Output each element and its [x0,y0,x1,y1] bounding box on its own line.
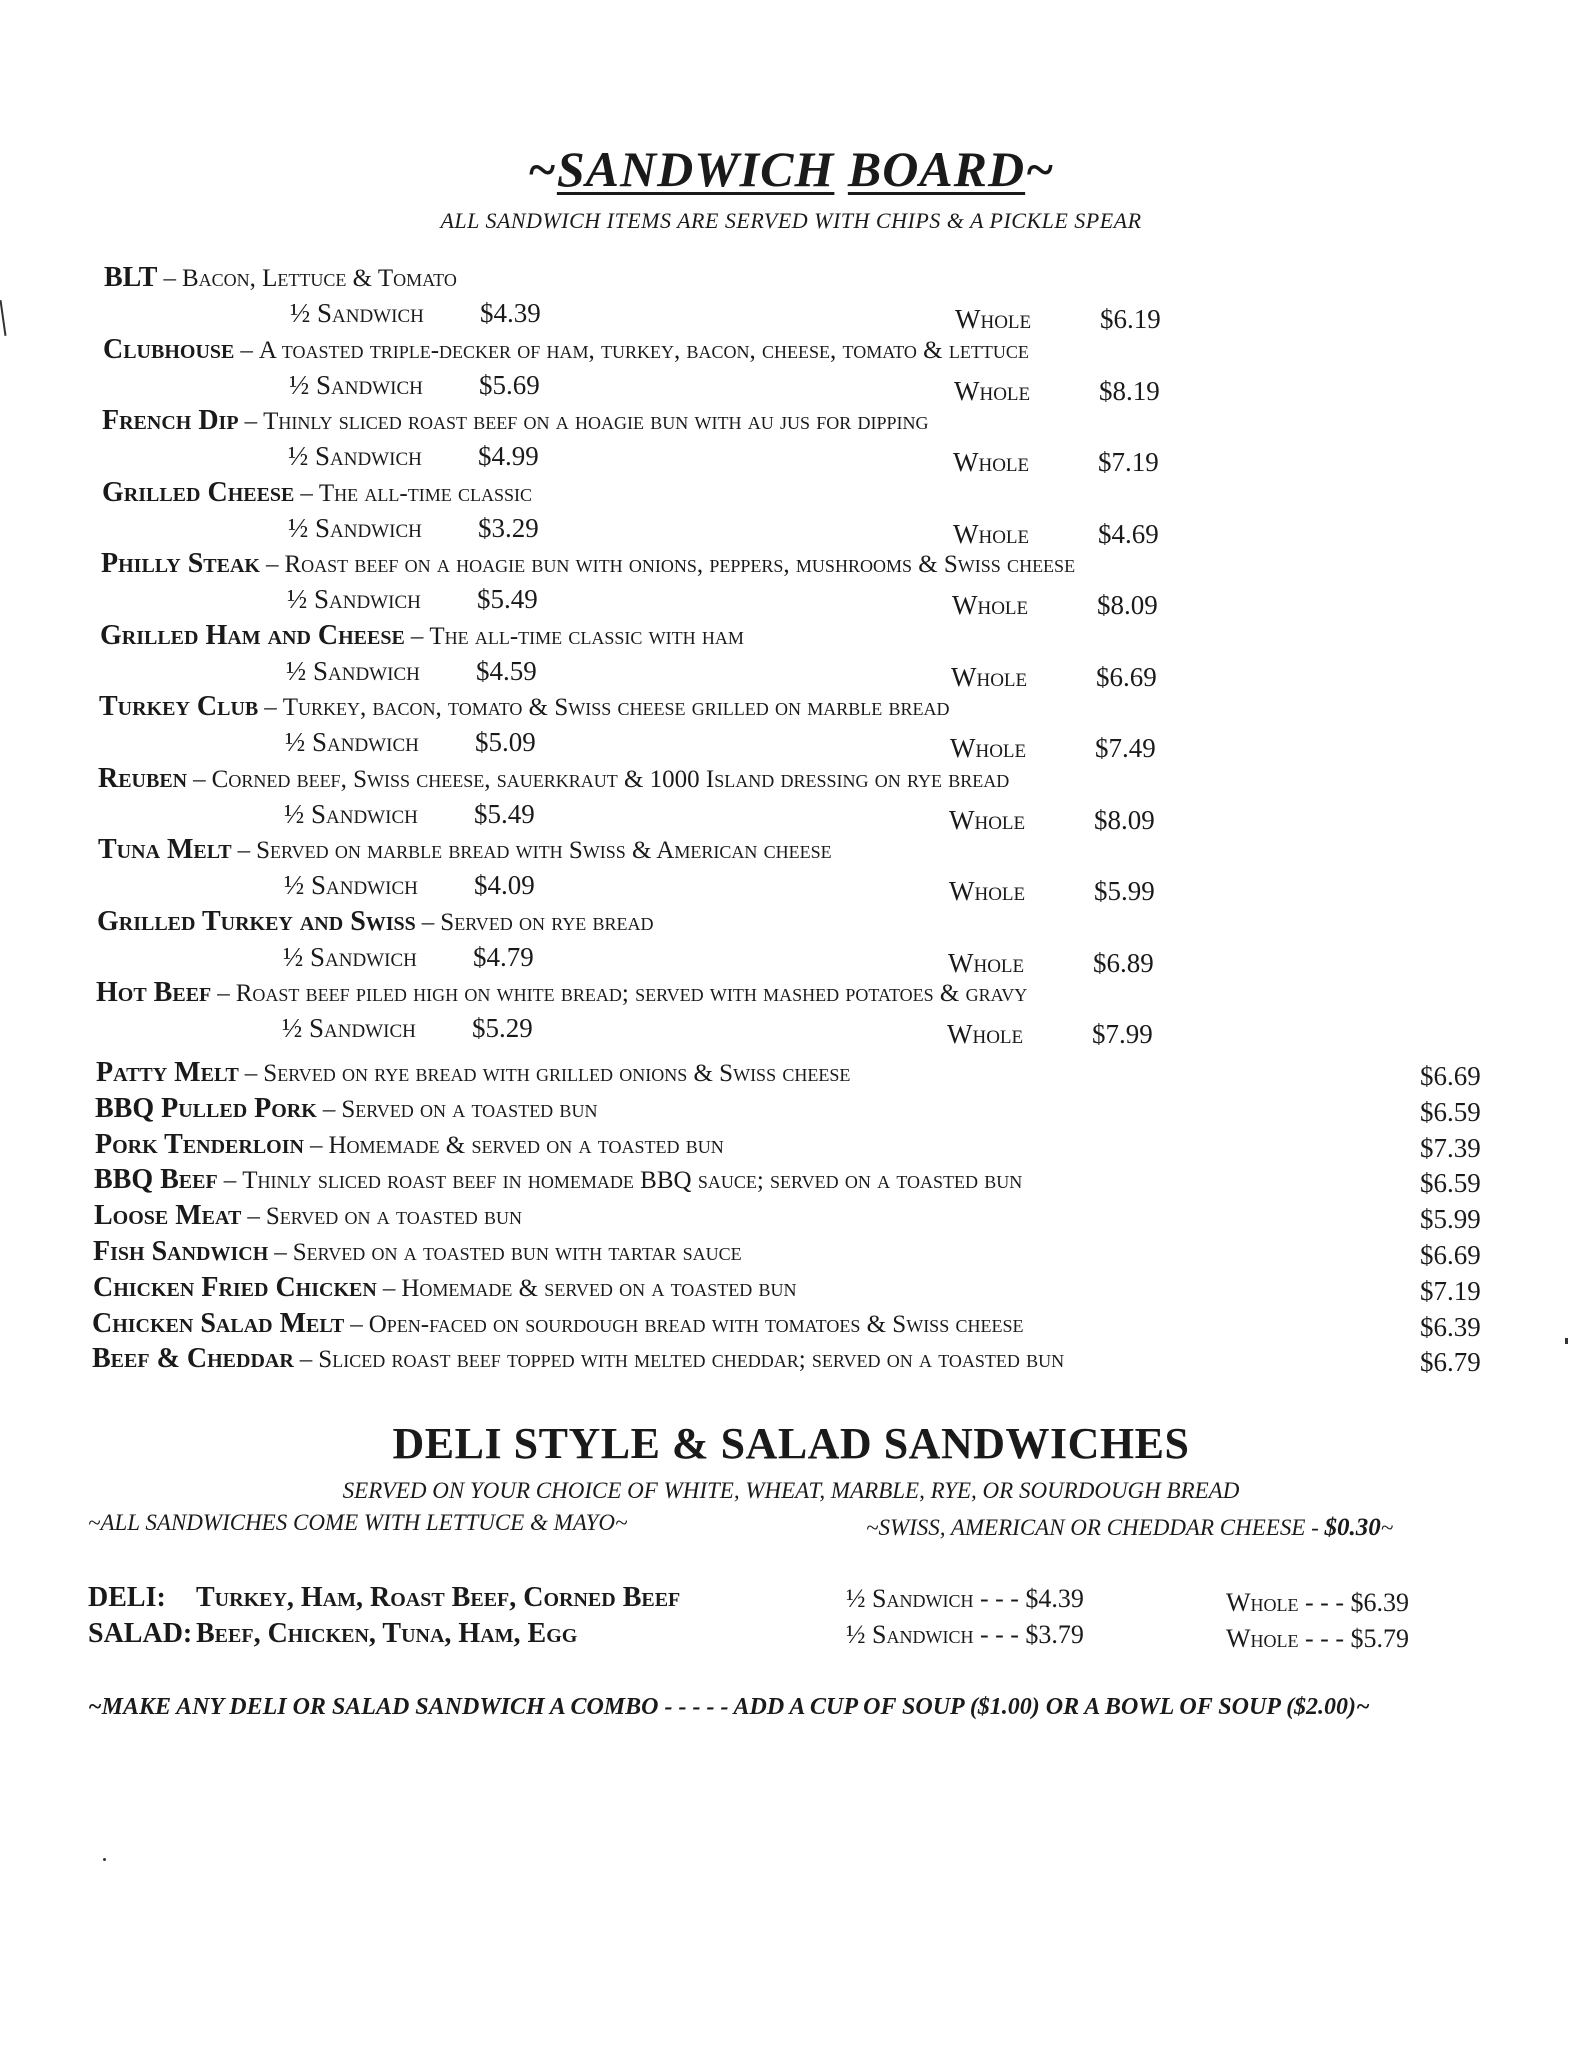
item-name: Grilled Ham and Cheese [100,619,405,651]
deli-cheese-end: ~ [1380,1515,1394,1540]
menu-item [0,906,1582,978]
whole-price-line [950,733,1156,764]
half-sandwich-label: ½ Sandwich [288,512,422,543]
item-name-line [99,691,949,723]
item-name: Chicken Salad Melt [92,1307,345,1339]
item-price: $6.69 [1420,1061,1481,1091]
item-dash: – [309,1131,323,1159]
item-name-line [92,1343,1064,1375]
item-name: Reuben [98,762,188,794]
half-sandwich-price: $5.69 [479,369,540,400]
item-dash: – [410,622,424,650]
half-sandwich-label: ½ Sandwich - - - [846,1584,1026,1613]
menu-title [0,140,1582,198]
item-name: Hot Beef [96,977,212,1008]
item-description: Homemade & served on a toasted bun [401,1274,797,1302]
half-sandwich-price-line [284,870,535,901]
deli-cheese-text: ~SWISS, AMERICAN OR CHEDDAR CHEESE - [866,1515,1325,1540]
deli-options: Turkey, Ham, Roast Beef, Corned Beef [196,1582,681,1613]
half-sandwich-price-line [282,1013,533,1044]
whole-label: Whole [952,590,1029,620]
item-description: Sliced roast beef topped with melted cheddar; served on a toasted bun [318,1346,1065,1374]
half-sandwich-price-line [285,727,536,758]
half-sandwich-label: ½ Sandwich [284,870,418,900]
item-name: Clubhouse [103,333,235,365]
item-price: $7.39 [1420,1132,1481,1163]
deli-row-label [88,1618,577,1650]
half-sandwich-label: ½ Sandwich [287,584,421,614]
item-price: $6.39 [1420,1311,1481,1342]
half-sandwich-price: $5.09 [475,727,536,757]
whole-price: $6.89 [1093,947,1154,978]
whole-price: $4.69 [1098,518,1159,549]
item-dash: – [237,837,251,864]
whole-label: Whole - - - [1226,1624,1351,1653]
whole-price-line [953,519,1159,550]
whole-price: $6.39 [1350,1588,1410,1617]
whole-label: Whole [949,804,1026,835]
whole-label: Whole - - - [1226,1588,1351,1617]
item-name-line [92,1308,1023,1340]
half-sandwich-label: ½ Sandwich [288,441,422,471]
item-name: Tuna Melt [98,834,232,865]
whole-price: $6.19 [1100,304,1161,334]
item-description: Served on marble bread with Swiss & American cheese [256,837,832,864]
deli-whole-price-line [1226,1588,1409,1618]
whole-label: Whole [950,733,1027,763]
menu-item [0,1200,1582,1236]
menu-subtitle: ALL SANDWICH ITEMS ARE SERVED WITH CHIPS & A PICKLE SPEAR [440,208,1142,233]
item-name-line [102,477,532,509]
half-sandwich-price-line [287,584,538,615]
menu-item [0,977,1582,1049]
item-description: Roast beef piled high on white bread; served with mashed potatoes & gravy [235,980,1028,1007]
whole-price-line [952,590,1158,621]
item-description: Served on a toasted bun with tartar sauce [292,1239,742,1266]
item-price: $6.69 [1420,1240,1481,1270]
half-sandwich-price-line [289,370,540,401]
whole-price: $5.79 [1350,1624,1410,1653]
scan-mark [103,1858,106,1861]
menu-item [0,1308,1582,1344]
menu-item [0,477,1582,549]
deli-category: DELI: [88,1582,166,1613]
half-sandwich-price: $5.49 [474,798,535,829]
item-name-line [100,620,744,652]
half-sandwich-price: $4.99 [478,441,539,471]
item-dash: – [244,1060,258,1087]
half-sandwich-price: $5.49 [477,584,538,614]
deli-note-cheese [866,1514,1393,1542]
half-sandwich-price: $4.09 [474,870,535,900]
title-board: BOARD [847,141,1026,197]
whole-price-line [947,1019,1153,1050]
item-description: Thinly sliced roast beef in homemade BBQ sauce; served on a toasted bun [242,1167,1023,1195]
item-description: Corned beef, Swiss cheese, sauerkraut & 1000 Island dressing on rye bread [211,765,1010,793]
item-name-line [95,1093,597,1125]
whole-label: Whole [953,447,1030,477]
deli-section-subtitle: SERVED ON YOUR CHOICE OF WHITE, WHEAT, MARBLE, RYE, OR SOURDOUGH BREAD [342,1478,1240,1503]
item-name: Fish Sandwich [93,1236,269,1267]
whole-label: Whole [953,518,1030,549]
item-description: Served on a toasted bun [341,1095,598,1123]
whole-label: Whole [948,947,1025,978]
item-name-line [103,334,1029,366]
half-sandwich-label: ½ Sandwich [283,941,417,972]
deli-section-title: DELI STYLE & SALAD SANDWICHES [392,1419,1190,1468]
item-dash: – [264,694,277,721]
menu-item [0,334,1582,406]
item-dash: – [223,1167,237,1195]
half-sandwich-price: $4.39 [1025,1584,1084,1613]
half-sandwich-price: $4.59 [476,655,537,686]
item-name-line [102,405,929,437]
half-sandwich-price-line [288,441,539,472]
title-prefix: ~ [527,141,557,197]
item-description: Turkey, bacon, tomato & Swiss cheese grilled on marble bread [282,694,950,721]
half-sandwich-price-line [286,656,537,687]
item-name-line [104,262,457,294]
half-sandwich-label: ½ Sandwich - - - [846,1620,1026,1649]
half-sandwich-label: ½ Sandwich [289,369,423,400]
item-name: Loose Meat [94,1200,242,1232]
whole-price: $6.69 [1096,661,1157,692]
half-sandwich-price: $3.29 [478,512,539,543]
item-name: BBQ Beef [94,1164,218,1196]
item-name-line [98,834,832,866]
item-description: Thinly sliced roast beef on a hoagie bun with au jus for dipping [263,408,929,435]
item-dash: – [240,336,253,364]
item-dash: – [163,265,176,292]
whole-price-line [955,304,1161,335]
item-name: Beef & Cheddar [92,1343,294,1375]
item-name: BBQ Pulled Pork [95,1092,317,1124]
whole-label: Whole [955,304,1032,334]
whole-price: $7.49 [1095,733,1156,763]
item-name: Philly Steak [101,548,260,579]
half-sandwich-price: $4.39 [480,298,541,328]
title-suffix: ~ [1025,141,1055,197]
item-name-line [93,1236,742,1268]
half-sandwich-price: $4.79 [473,941,534,972]
item-dash: – [322,1095,336,1123]
item-dash: – [193,765,206,793]
whole-label: Whole [951,661,1028,692]
deli-row-label [88,1582,680,1614]
item-dash: – [265,551,279,578]
item-dash: – [299,1346,313,1374]
deli-cheese-price: $0.30 [1324,1514,1381,1541]
item-description: Bacon, Lettuce & Tomato [181,265,457,292]
half-sandwich-label: ½ Sandwich [285,727,419,757]
item-price: $6.79 [1420,1347,1481,1378]
whole-price-line [948,948,1154,979]
title-sandwich: SANDWICH [556,141,835,197]
item-name: Grilled Cheese [102,476,295,508]
whole-price: $8.09 [1097,590,1158,620]
item-price: $6.59 [1420,1168,1481,1199]
whole-price-line [949,876,1155,907]
item-name-line [101,548,1075,580]
menu-item [0,262,1582,334]
menu-item [0,763,1582,835]
item-name-line [93,1272,797,1304]
whole-price: $8.19 [1099,375,1160,406]
half-sandwich-label: ½ Sandwich [282,1013,416,1043]
menu-item [0,691,1582,763]
half-sandwich-label: ½ Sandwich [286,655,420,686]
item-price: $5.99 [1420,1204,1481,1235]
item-name: Grilled Turkey and Swiss [97,905,416,937]
half-sandwich-price-line [284,799,535,830]
item-dash: – [244,408,258,435]
item-description: Roast beef on a hoagie bun with onions, peppers, mushrooms & Swiss cheese [284,551,1076,578]
item-name-line [98,763,1009,795]
whole-label: Whole [954,375,1031,406]
item-dash: – [247,1203,260,1231]
item-name: Pork Tenderloin [95,1128,304,1160]
item-description: Served on rye bread with grilled onions & Swiss cheese [263,1060,851,1087]
half-sandwich-price: $5.29 [472,1013,533,1043]
item-name: Chicken Fried Chicken [93,1271,377,1303]
item-description: A toasted triple-decker of ham, turkey, bacon, cheese, tomato & lettuce [258,336,1029,364]
half-sandwich-price-line [283,942,534,973]
menu-item [0,405,1582,477]
item-name-line [96,1057,850,1089]
item-description: Homemade & served on a toasted bun [328,1131,724,1159]
item-dash: – [217,980,230,1007]
item-name: BLT [104,262,158,293]
item-dash: – [300,479,313,507]
item-name-line [94,1200,522,1232]
menu-item [0,1236,1582,1272]
whole-label: Whole [949,876,1026,906]
whole-price-line [953,447,1159,478]
deli-row [0,1582,1582,1618]
whole-price: $8.09 [1094,804,1155,835]
item-name-line [96,977,1027,1009]
half-sandwich-price-line [290,298,541,329]
item-description: The all-time classic with ham [429,622,744,650]
half-sandwich-price-line [288,513,539,544]
half-sandwich-label: ½ Sandwich [290,298,424,328]
whole-price-line [949,805,1155,836]
item-dash: – [350,1310,363,1338]
combo-note: ~MAKE ANY DELI OR SALAD SANDWICH A COMBO - - - - - ADD A CUP OF SOUP ($1.00) OR A BOWL OF SOUP ($2.00)~ [88,1694,1370,1720]
whole-price-line [954,376,1160,407]
item-dash: – [421,908,435,936]
menu-item [0,548,1582,620]
item-name: French Dip [102,405,239,436]
menu-item [0,1164,1582,1200]
deli-whole-price-line [1226,1624,1409,1654]
half-sandwich-price: $3.79 [1025,1620,1084,1649]
item-name-line [97,906,654,938]
item-name: Patty Melt [96,1057,239,1088]
item-description: Served on rye bread [440,908,654,936]
menu-item [0,1129,1582,1165]
item-name-line [94,1164,1022,1196]
menu-item [0,1057,1582,1093]
whole-price-line [951,662,1157,693]
deli-note-lettuce-mayo: ~ALL SANDWICHES COME WITH LETTUCE & MAYO~ [88,1510,628,1535]
whole-price: $7.99 [1092,1019,1153,1049]
item-description: Served on a toasted bun [265,1203,522,1231]
item-dash: – [382,1274,396,1302]
menu-item [0,1272,1582,1308]
deli-half-price-line [846,1620,1084,1650]
half-sandwich-label: ½ Sandwich [284,798,418,829]
whole-price: $7.19 [1098,447,1159,477]
menu-item [0,1093,1582,1129]
item-name: Turkey Club [99,691,259,722]
deli-options: Beef, Chicken, Tuna, Ham, Egg [196,1618,578,1649]
item-price: $7.19 [1420,1275,1481,1306]
menu-item [0,1343,1582,1379]
item-price: $6.59 [1420,1096,1481,1127]
item-description: Open-faced on sourdough bread with tomatoes & Swiss cheese [368,1310,1024,1338]
menu-item [0,620,1582,692]
menu-item [0,834,1582,906]
deli-half-price-line [846,1584,1084,1614]
scan-mark [1565,1338,1568,1344]
item-description: The all-time classic [318,479,532,507]
item-dash: – [274,1239,287,1266]
whole-label: Whole [947,1019,1024,1049]
deli-category: SALAD: [88,1618,193,1649]
whole-price: $5.99 [1094,876,1155,906]
item-name-line [95,1129,724,1161]
deli-row [0,1618,1582,1654]
